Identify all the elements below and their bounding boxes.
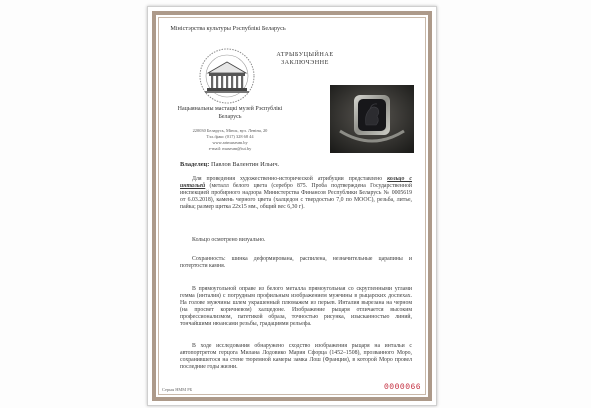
p1-intro: Для проведения художественно-исторической атрибуции представлено xyxy=(192,176,388,182)
series-label: Серыя НММ РБ xyxy=(162,387,193,392)
title-line-2: ЗАКЛЮЧЭННЕ xyxy=(281,59,329,67)
paragraph-inspection: Кольцо осмотрено визуально. xyxy=(192,237,266,243)
document-sheet xyxy=(147,6,437,406)
museum-contacts xyxy=(170,128,290,152)
paragraph-research: В ходе исследования обнаружено сходство изображения рыцаря на интальи с автопортретом герцога Милана Лодовико Мария Сфорца (1452–1508), прозванного Моро, сохранившегося на стене тюремной камеры замка Лош (Франция), в которой Моро провел последние годы жизни. xyxy=(180,343,412,371)
address: 220030 Беларусь, Мінск, вул. Леніна, 20 xyxy=(192,128,268,133)
email-link[interactable]: e-mail: museum@tut.by xyxy=(208,145,252,151)
owner-name: Павлов Валентин Ильич. xyxy=(210,161,280,168)
paragraph-description: В прямоугольной оправе из белого металла прямоугольная со скругленными углами гемма (инталия) с погрудным профильным изображением мужчины в рыцарских доспехах. На голове мужчины шлем украшенный плюмажем из перьев. Инталия вырезана на черном (на просвет коричневом) халцедоне. Изображение рыцаря отличается высоким профессионализмом, патетикой образа, точностью рисунка, изысканностью линий, тончайшими нюансами резьбы, градациями рельефа. xyxy=(180,286,412,328)
p1-rest: (металл белого цвета (серебро 875. Проба подтверждена Государственной инспекцией пробирного надзора Министерства Финансов Республики Беларусь № 0005619 от 6.03.2018), камень черного цвета (халцедон с твердостью 7,0 по МООС), резьба, литье, пайка; размер щитка 22x15 мм., общий вес 6,30 г). xyxy=(180,183,412,211)
ring-photo xyxy=(330,85,414,153)
object-name: кольцо с интальей xyxy=(180,176,412,190)
paragraph-presented-object xyxy=(180,176,412,211)
museum-building-emblem-icon xyxy=(194,47,260,105)
document-title xyxy=(260,51,350,68)
museum-name: Нацыянальны мастацкі музей Рэспублікі Беларусь xyxy=(177,106,283,120)
document-number: 0000066 xyxy=(384,383,422,392)
ministry-name: Міністэрства культуры Рэспублікі Беларусь xyxy=(170,25,286,32)
phone: Тэл./факс (017) 328 68 44 xyxy=(206,133,254,139)
owner-line xyxy=(180,161,410,168)
owner-label: Владелец: xyxy=(180,161,210,168)
website-link[interactable]: www.artmuseum.by xyxy=(212,139,248,145)
title-line-1: АТРЫБУЦЫЙНАЕ xyxy=(276,51,334,58)
paragraph-condition: Сохранность: шинка деформирована, распилена, незначительные царапины и потертости камня. xyxy=(180,256,412,270)
